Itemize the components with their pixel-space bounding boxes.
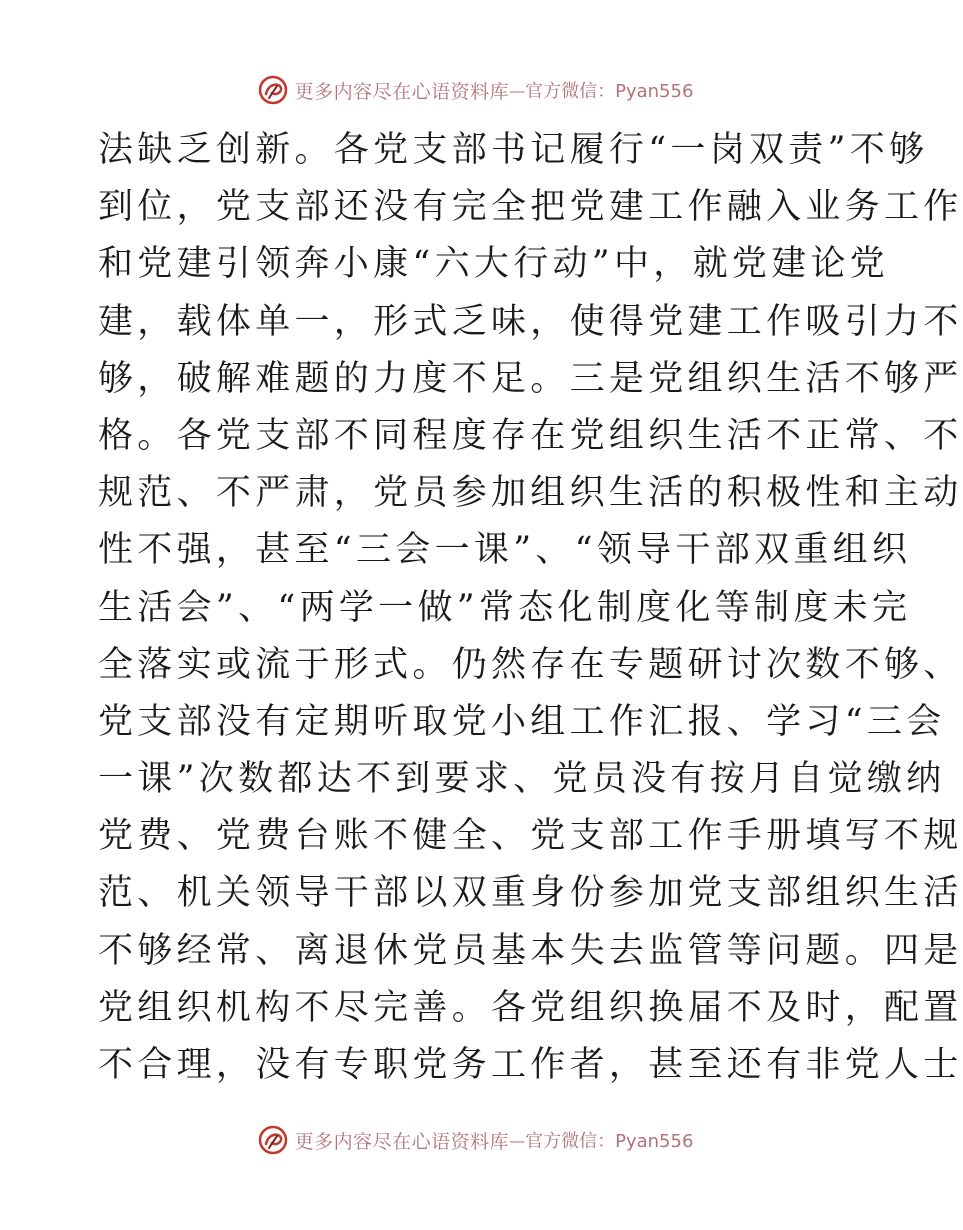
body-line: 生活会”、“两学一做”常态化制度化等制度未完 bbox=[98, 587, 912, 628]
red-swirl-logo-icon bbox=[257, 1124, 289, 1156]
body-line: 范、机关领导干部以双重身份参加党支部组织生活 bbox=[98, 873, 963, 914]
body-line: 不合理，没有专职党务工作者，甚至还有非党人士 bbox=[98, 1045, 963, 1085]
body-line: 建，载体单一，形式乏味，使得党建工作吸引力不 bbox=[98, 301, 963, 342]
body-line: 性不强，甚至“三会一课”、“领导干部双重组织 bbox=[98, 530, 912, 571]
banner-text: 更多内容尽在心语资料库 bbox=[294, 80, 510, 103]
banner-contact: 官方微信：Pyan556 bbox=[525, 1131, 694, 1152]
banner-separator: — bbox=[509, 80, 526, 100]
body-line: 党组织机构不尽完善。各党组织换届不及时，配置 bbox=[98, 987, 963, 1028]
header-watermark-banner bbox=[0, 70, 950, 110]
footer-watermark-banner bbox=[0, 1120, 950, 1160]
body-line: 党支部没有定期听取党小组工作汇报、学习“三会 bbox=[98, 701, 946, 742]
body-line: 一课”次数都达不到要求、党员没有按月自觉缴纳 bbox=[98, 759, 946, 800]
body-line: 到位，党支部还没有完全把党建工作融入业务工作 bbox=[98, 187, 963, 228]
banner-separator: — bbox=[509, 1130, 526, 1150]
body-line: 格。各党支部不同程度存在党组织生活不正常、不 bbox=[98, 415, 963, 456]
banner-contact: 官方微信：Pyan556 bbox=[525, 81, 694, 102]
document-body bbox=[98, 122, 963, 1094]
body-line: 党费、党费台账不健全、党支部工作手册填写不规 bbox=[98, 816, 963, 857]
body-line: 法缺乏创新。各党支部书记履行“一岗双责”不够 bbox=[98, 130, 929, 170]
banner-text: 更多内容尽在心语资料库 bbox=[294, 1130, 510, 1153]
body-line: 和党建引领奔小康“六大行动”中，就党建论党 bbox=[98, 244, 890, 285]
body-line: 不够经常、离退休党员基本失去监管等问题。四是 bbox=[98, 930, 963, 971]
body-line: 规范、不严肃，党员参加组织生活的积极性和主动 bbox=[98, 473, 963, 514]
body-line: 够，破解难题的力度不足。三是党组织生活不够严 bbox=[98, 358, 963, 399]
body-line: 全落实或流于形式。仍然存在专题研讨次数不够、 bbox=[98, 644, 963, 685]
red-swirl-logo-icon bbox=[257, 74, 289, 106]
